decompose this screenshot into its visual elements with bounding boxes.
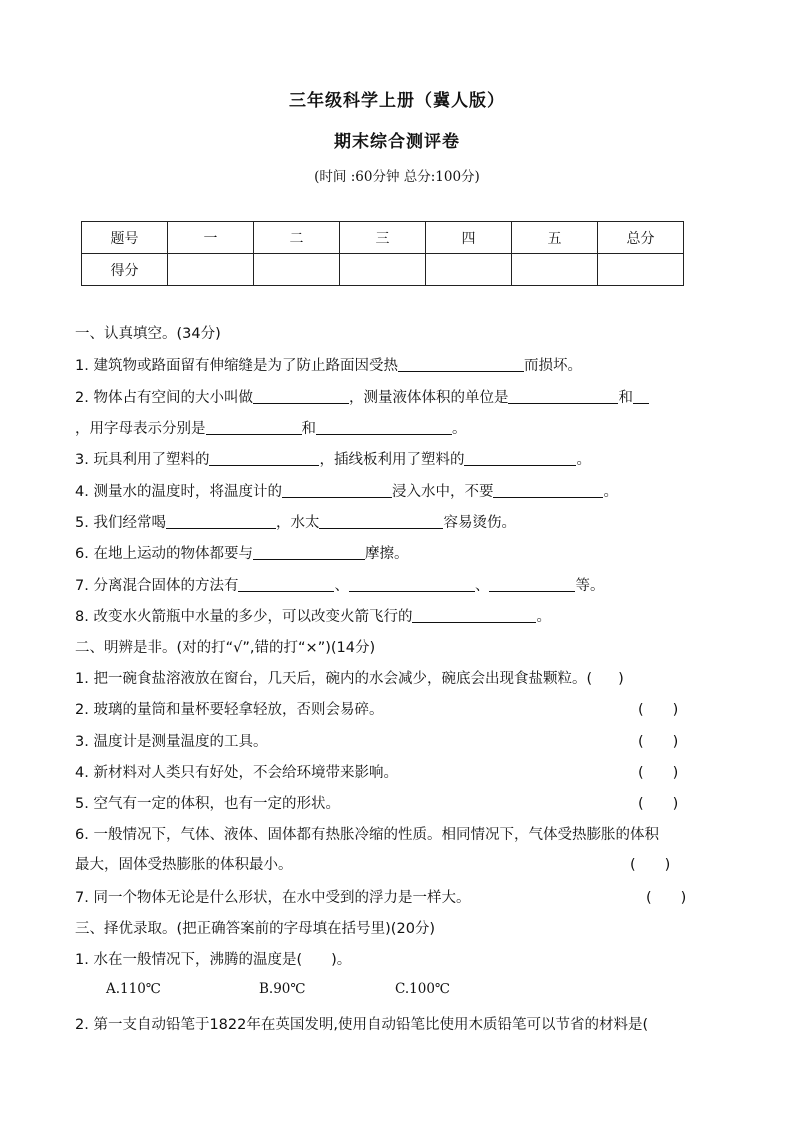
question-text: 8. 改变水火箭瓶中水量的多少，可以改变火箭飞行的 [75,609,413,625]
question-fill-2 [75,386,649,407]
section-heading: 一、认真填空。(34分) [75,326,221,342]
answer-blank[interactable] [166,513,276,529]
exam-info: (时间 :60分钟 总分:100分) [314,169,480,185]
score-input-cell[interactable] [512,254,598,286]
score-table-cell: 三 [340,222,426,254]
answer-blank[interactable] [238,576,334,592]
answer-blank[interactable] [489,576,575,592]
question-text: 和 [618,390,633,406]
answer-paren[interactable]: ( ) [638,734,679,750]
answer-paren[interactable]: ( ) [638,796,679,812]
score-input-cell[interactable] [426,254,512,286]
question-fill-5 [75,511,516,532]
question-text: ) [618,671,624,687]
answer-blank[interactable] [349,576,475,592]
answer-blank[interactable] [209,450,319,466]
answer-blank[interactable] [253,544,365,560]
question-text: 。 [452,421,467,437]
question-text: ，测量液体体积的单位是 [348,390,509,406]
page-title: 三年级科学上册（冀人版） [289,91,505,111]
answer-paren[interactable]: ( ) [638,765,679,781]
question-text: 容易烫伤。 [443,515,516,531]
score-input-cell[interactable] [168,254,254,286]
question-text: 。 [536,609,551,625]
question-text: 7. 分离混合固体的方法有 [75,578,239,594]
score-input-cell[interactable] [340,254,426,286]
question-text: ，用字母表示分别是 [75,421,206,437]
question-text: 4. 测量水的温度时，将温度计的 [75,484,282,500]
question-judge-3: 3. 温度计是测量温度的工具。 [75,734,268,750]
question-text: 而损坏。 [523,358,582,374]
question-text: 。 [603,484,618,500]
question-text: 浸入水中，不要 [391,484,494,500]
question-text: 2. 物体占有空间的大小叫做 [75,390,253,406]
question-judge-6: 6. 一般情况下，气体、液体、固体都有热胀冷缩的性质。相同情况下，气体受热膨胀的体积 [75,827,659,843]
question-text: 摩擦。 [364,546,409,562]
question-choice-2: 2. 第一支自动铅笔于1822年在英国发明,使用自动铅笔比使用木质铅笔可以节省的材料是( [75,1017,649,1033]
option-c[interactable]: C.100℃ [395,981,451,997]
score-table-score-row [82,254,684,286]
answer-blank[interactable] [464,450,576,466]
question-judge-4: 4. 新材料对人类只有好处，不会给环境带来影响。 [75,765,398,781]
option-b[interactable]: B.90℃ [259,981,306,997]
question-text: ，插线板利用了塑料的 [319,452,465,468]
question-text: 、 [334,578,349,594]
score-input-cell[interactable] [598,254,684,286]
answer-blank[interactable] [633,388,649,404]
score-table-cell: 二 [254,222,340,254]
question-fill-8 [75,605,551,626]
question-text: 6. 在地上运动的物体都要与 [75,546,253,562]
option-a[interactable]: A.110℃ [106,981,161,997]
answer-blank[interactable] [319,513,443,529]
question-judge-5: 5. 空气有一定的体积，也有一定的形状。 [75,796,340,812]
question-text: 3. 玩具利用了塑料的 [75,452,210,468]
question-text: 等。 [575,578,605,594]
answer-blank[interactable] [508,388,618,404]
score-table-cell: 题号 [82,222,168,254]
question-fill-4 [75,480,618,501]
question-judge-2: 2. 玻璃的量筒和量杯要轻拿轻放，否则会易碎。 [75,702,384,718]
answer-blank[interactable] [412,607,536,623]
answer-blank[interactable] [316,419,452,435]
answer-blank[interactable] [206,419,302,435]
score-table-cell: 得分 [82,254,168,286]
score-input-cell[interactable] [254,254,340,286]
question-choice-1: 1. 水在一般情况下，沸腾的温度是( )。 [75,952,352,968]
answer-paren[interactable]: ( ) [630,857,671,873]
question-judge-1 [75,667,624,688]
page-subtitle: 期末综合测评卷 [334,132,460,152]
answer-paren[interactable]: ( ) [638,702,679,718]
section-heading: 三、择优录取。(把正确答案前的字母填在括号里)(20分) [75,921,436,937]
question-judge-7: 7. 同一个物体无论是什么形状，在水中受到的浮力是一样大。 [75,890,471,906]
score-table-header-row [82,222,684,254]
section-heading: 二、明辨是非。(对的打“√”,错的打“×”)(14分) [75,640,376,656]
question-text: 1. 把一碗食盐溶液放在窗台，几天后，碗内的水会减少，碗底会出现食盐颗粒。( [75,671,593,687]
score-table-cell: 总分 [598,222,684,254]
question-text: 、 [474,578,490,594]
question-text: 1. 建筑物或路面留有伸缩缝是为了防止路面因受热 [75,358,398,374]
question-fill-3 [75,448,591,469]
question-fill-7 [75,574,604,595]
question-text: ，水太 [275,515,320,531]
question-text: 。 [576,452,591,468]
question-judge-6-cont: 最大，固体受热膨胀的体积最小。 [75,857,293,873]
question-text: 和 [301,421,316,437]
answer-blank[interactable] [398,356,524,372]
answer-blank[interactable] [282,482,392,498]
score-table-cell: 五 [512,222,598,254]
question-fill-6 [75,542,408,563]
question-fill-1 [75,354,582,375]
score-table-cell: 一 [168,222,254,254]
score-table [81,221,684,286]
question-fill-2-cont [75,417,467,438]
score-table-cell: 四 [426,222,512,254]
answer-blank[interactable] [493,482,603,498]
answer-blank[interactable] [253,388,349,404]
answer-paren[interactable]: ( ) [646,890,687,906]
question-text: 5. 我们经常喝 [75,515,166,531]
